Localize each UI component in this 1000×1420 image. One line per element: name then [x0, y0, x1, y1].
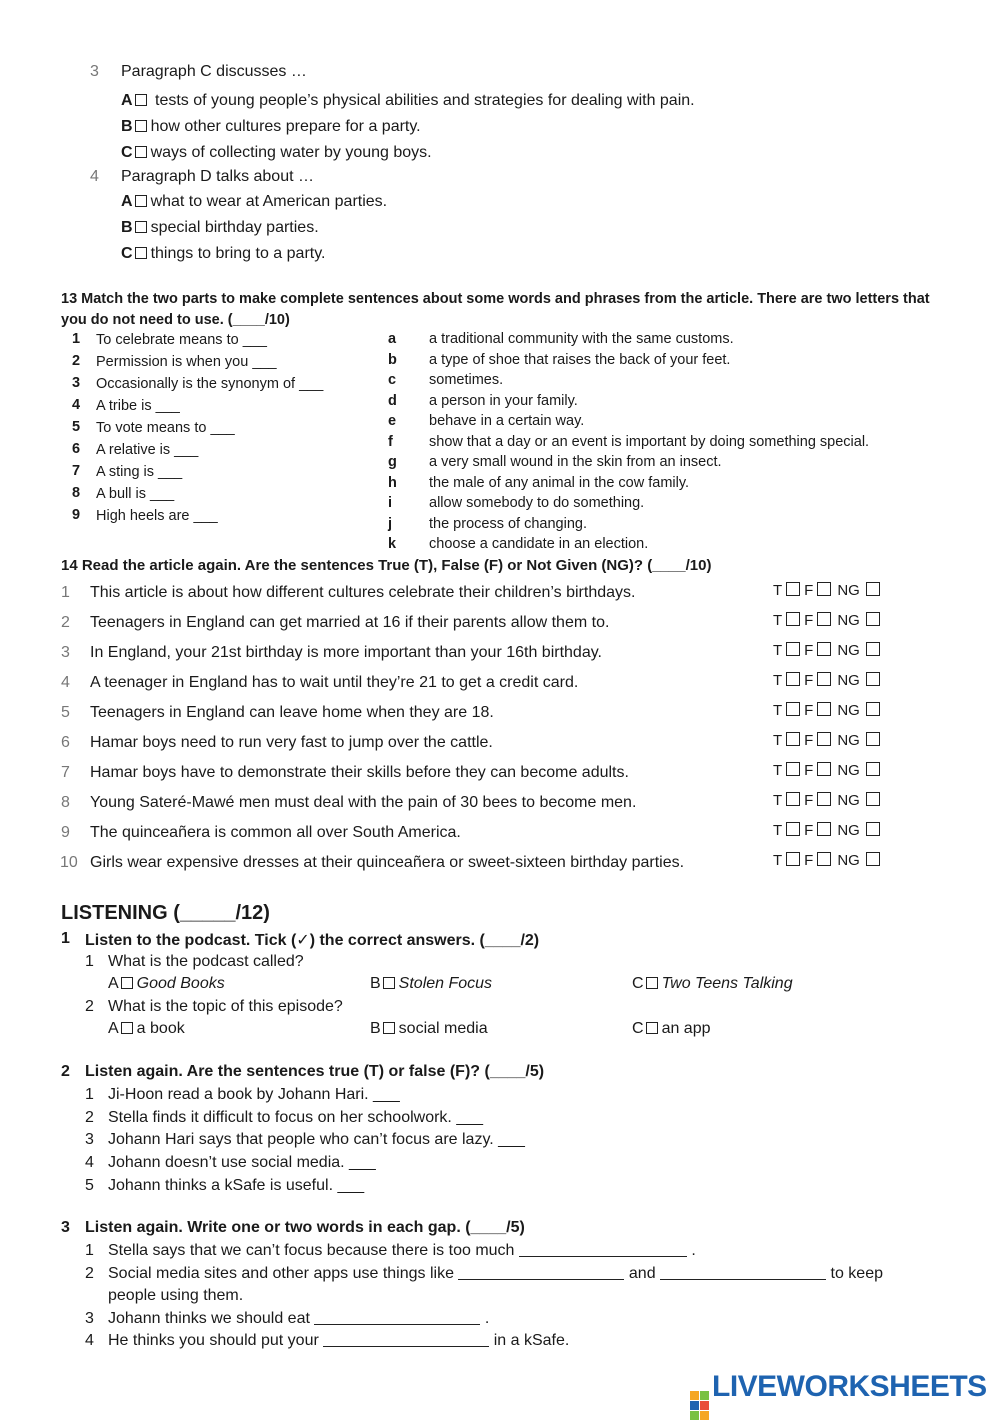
label-f: F	[804, 642, 814, 659]
ex14-statement: In England, your 21st birthday is more important than your 16th birthday.	[90, 644, 602, 661]
checkbox-ng-icon[interactable]	[866, 792, 880, 806]
checkbox-icon[interactable]	[383, 977, 395, 989]
l2-item-number: 1	[85, 1086, 94, 1103]
gap-input[interactable]	[519, 1242, 687, 1257]
ex13-left-item: Permission is when you ___	[96, 354, 277, 370]
label-t: T	[773, 582, 783, 599]
checkbox-t-icon[interactable]	[786, 612, 800, 626]
label-ng: NG	[837, 642, 860, 659]
ex14-number: 7	[61, 764, 70, 781]
l2-item-text: Johann thinks a kSafe is useful. ___	[108, 1176, 365, 1194]
liveworksheets-logo: LIVEWORKSHEETS	[690, 1370, 987, 1420]
l2-item-number: 3	[85, 1131, 94, 1149]
checkbox-f-icon[interactable]	[817, 702, 831, 716]
l3-item-2-continued: people using them.	[108, 1287, 244, 1304]
ex13-right-item: the male of any animal in the cow family.	[429, 474, 690, 491]
checkbox-f-icon[interactable]	[817, 612, 831, 626]
ex13-right-item: a person in your family.	[429, 392, 578, 409]
l1-q2-number: 2	[85, 998, 94, 1015]
ex13-left-number: 7	[72, 463, 81, 479]
l2-item-text: Ji-Hoon read a book by Johann Hari. ___	[108, 1086, 400, 1103]
l1-q2-option-b[interactable]: B social media	[370, 1020, 488, 1037]
q3-option-b[interactable]: B how other cultures prepare for a party.	[121, 118, 421, 135]
label-f: F	[804, 582, 814, 599]
ex14-number: 3	[61, 644, 70, 661]
ex14-statement: The quinceañera is common all over South America.	[90, 824, 461, 841]
ex13-left-item: Occasionally is the synonym of ___	[96, 376, 324, 392]
l2-item-number: 4	[85, 1154, 94, 1172]
ex14-statement: This article is about how different cultures celebrate their children’s birthdays.	[90, 584, 636, 601]
gap-input[interactable]	[660, 1265, 826, 1280]
ex13-left-number: 1	[72, 331, 81, 347]
checkbox-f-icon[interactable]	[817, 762, 831, 776]
label-t: T	[773, 642, 783, 659]
ex14-statement: A teenager in England has to wait until they’re 21 to get a credit card.	[90, 674, 579, 691]
l2-item-number: 5	[85, 1176, 94, 1194]
checkbox-f-icon[interactable]	[817, 642, 831, 656]
tfng-options	[773, 732, 880, 749]
l1-q2-option-a[interactable]: A a book	[108, 1020, 185, 1037]
l3-item-1-number: 1	[85, 1242, 94, 1259]
l-ex2-instruction: Listen again. Are the sentences true (T) or false (F)? (____/5)	[85, 1063, 545, 1080]
label-t: T	[773, 672, 783, 689]
checkbox-ng-icon[interactable]	[866, 852, 880, 866]
l-ex2-number: 2	[61, 1063, 70, 1080]
l2-item-number: 2	[85, 1108, 94, 1126]
checkbox-ng-icon[interactable]	[866, 732, 880, 746]
checkbox-f-icon[interactable]	[817, 732, 831, 746]
l3-item-3-number: 3	[85, 1310, 94, 1327]
ex14-number: 6	[61, 734, 70, 751]
ex13-right-item: allow somebody to do something.	[429, 495, 645, 511]
tfng-options	[773, 642, 880, 659]
ex13-right-letter: i	[388, 495, 393, 511]
ex14-statement: Teenagers in England can get married at 16 if their parents allow them to.	[90, 614, 610, 631]
q4-number: 4	[90, 168, 99, 185]
checkbox-t-icon[interactable]	[786, 792, 800, 806]
checkbox-t-icon[interactable]	[786, 582, 800, 596]
tfng-options	[773, 702, 880, 719]
ex13-right-letter: f	[388, 433, 393, 450]
q4-option-c[interactable]: C things to bring to a party.	[121, 245, 326, 262]
checkbox-icon[interactable]	[121, 977, 133, 989]
ex14-number: 10	[60, 854, 78, 871]
ex13-left-item: A relative is ___	[96, 442, 199, 458]
l-ex3-instruction: Listen again. Write one or two words in each gap. (____/5)	[85, 1219, 525, 1236]
label-f: F	[804, 672, 814, 689]
l2-item-text: Johann doesn’t use social media. ___	[108, 1154, 376, 1172]
label-t: T	[773, 852, 783, 869]
checkbox-f-icon[interactable]	[817, 822, 831, 836]
checkbox-ng-icon[interactable]	[866, 612, 880, 626]
ex13-left-number: 3	[72, 375, 81, 391]
ex13-left-number: 9	[72, 507, 81, 523]
ex14-statement: Teenagers in England can leave home when they are 18.	[90, 704, 494, 721]
l1-q1-option-a[interactable]: A Good Books	[108, 975, 225, 992]
checkbox-f-icon[interactable]	[817, 582, 831, 596]
l3-item-4: He thinks you should put your in a kSafe.	[108, 1332, 570, 1349]
label-ng: NG	[837, 582, 860, 599]
checkbox-icon[interactable]	[135, 120, 147, 132]
label-t: T	[773, 822, 783, 839]
ex13-left-number: 8	[72, 485, 81, 501]
checkbox-icon[interactable]	[135, 195, 147, 207]
label-f: F	[804, 762, 814, 779]
label-t: T	[773, 702, 783, 719]
checkbox-t-icon[interactable]	[786, 732, 800, 746]
ex13-left-number: 5	[72, 419, 81, 435]
gap-input[interactable]	[323, 1332, 489, 1347]
logo-mark-icon	[690, 1391, 709, 1420]
l1-q1-option-b[interactable]: B Stolen Focus	[370, 975, 493, 992]
ex13-left-item: A tribe is ___	[96, 398, 180, 414]
label-ng: NG	[837, 702, 860, 719]
ex13-right-letter: k	[388, 536, 397, 552]
checkbox-ng-icon[interactable]	[866, 582, 880, 596]
ex13-right-item: a traditional community with the same customs.	[429, 331, 734, 347]
l-ex3-number: 3	[61, 1219, 70, 1236]
ex13-right-letter: c	[388, 372, 397, 388]
q4-option-b[interactable]: B special birthday parties.	[121, 219, 319, 236]
label-f: F	[804, 732, 814, 749]
checkbox-t-icon[interactable]	[786, 852, 800, 866]
gap-input[interactable]	[314, 1310, 480, 1325]
ex14-number: 9	[61, 824, 70, 841]
l2-item-text: Stella finds it difficult to focus on her schoolwork. ___	[108, 1108, 484, 1126]
checkbox-t-icon[interactable]	[786, 702, 800, 716]
label-ng: NG	[837, 612, 860, 629]
l1-q1-number: 1	[85, 953, 94, 970]
label-f: F	[804, 702, 814, 719]
checkbox-ng-icon[interactable]	[866, 822, 880, 836]
q4-stem: Paragraph D talks about …	[121, 168, 314, 185]
ex13-left-item: To vote means to ___	[96, 420, 235, 436]
ex13-right-item: choose a candidate in an election.	[429, 536, 649, 552]
q3-option-c[interactable]: C ways of collecting water by young boys.	[121, 144, 432, 161]
l1-q2-option-c[interactable]: C an app	[632, 1020, 711, 1037]
label-ng: NG	[837, 732, 860, 749]
label-f: F	[804, 822, 814, 839]
label-t: T	[773, 732, 783, 749]
ex14-instruction: 14 Read the article again. Are the sentences True (T), False (F) or Not Given (NG)? (____/10)	[61, 557, 712, 574]
label-ng: NG	[837, 792, 860, 809]
ex13-instruction: 13 Match the two parts to make complete sentences about some words and phrases from the article. There are two letters that you do not need to use. (____/10)	[61, 291, 930, 328]
tfng-options	[773, 822, 880, 839]
checkbox-icon[interactable]	[135, 247, 147, 259]
checkbox-f-icon[interactable]	[817, 792, 831, 806]
l1-q1-option-c[interactable]: C Two Teens Talking	[632, 975, 793, 992]
checkbox-icon[interactable]	[135, 146, 147, 158]
label-ng: NG	[837, 672, 860, 689]
gap-input[interactable]	[458, 1265, 624, 1280]
checkbox-t-icon[interactable]	[786, 672, 800, 686]
ex14-statement: Hamar boys need to run very fast to jump over the cattle.	[90, 734, 493, 751]
label-ng: NG	[837, 762, 860, 779]
tfng-options	[773, 792, 880, 809]
label-f: F	[804, 792, 814, 809]
listening-title: LISTENING (_____/12)	[61, 902, 270, 924]
checkbox-t-icon[interactable]	[786, 822, 800, 836]
ex14-number: 8	[61, 794, 70, 811]
checkbox-icon[interactable]	[135, 94, 147, 106]
l3-item-2: Social media sites and other apps use things like and to keep	[108, 1265, 883, 1282]
ex13-left-number: 6	[72, 441, 81, 457]
ex13-right-item: behave in a certain way.	[429, 413, 585, 429]
ex13-right-letter: g	[388, 454, 397, 470]
l1-q2-text: What is the topic of this episode?	[108, 998, 343, 1015]
ex13-right-letter: d	[388, 392, 397, 409]
checkbox-icon[interactable]	[646, 1022, 658, 1034]
ex13-right-letter: a	[388, 331, 397, 347]
ex13-right-letter: e	[388, 413, 397, 429]
ex13-left-item: A sting is ___	[96, 464, 183, 480]
checkbox-icon[interactable]	[646, 977, 658, 989]
ex13-right-letter: b	[388, 351, 397, 368]
ex13-left-item: A bull is ___	[96, 486, 175, 502]
checkbox-f-icon[interactable]	[817, 672, 831, 686]
label-t: T	[773, 612, 783, 629]
ex14-statement: Young Sateré-Mawé men must deal with the pain of 30 bees to become men.	[90, 794, 637, 811]
ex14-statement: Girls wear expensive dresses at their quinceañera or sweet-sixteen birthday parties.	[90, 854, 685, 871]
l-ex1-instruction: Listen to the podcast. Tick (✓) the correct answers. (____/2)	[85, 932, 540, 949]
checkbox-ng-icon[interactable]	[866, 762, 880, 776]
l3-item-2-number: 2	[85, 1265, 94, 1282]
ex14-number: 1	[61, 584, 70, 601]
l3-item-1: Stella says that we can’t focus because there is too much .	[108, 1242, 696, 1259]
ex13-right-letter: h	[388, 474, 397, 491]
ex13-right-item: a type of shoe that raises the back of your feet.	[429, 351, 731, 368]
tfng-options	[773, 762, 880, 779]
q4-option-a[interactable]: A what to wear at American parties.	[121, 193, 388, 210]
checkbox-t-icon[interactable]	[786, 762, 800, 776]
ex13-right-item: the process of changing.	[429, 515, 587, 532]
label-f: F	[804, 852, 814, 869]
ex13-left-number: 4	[72, 397, 81, 413]
label-t: T	[773, 762, 783, 779]
tfng-options	[773, 612, 880, 629]
l3-item-3: Johann thinks we should eat .	[108, 1310, 490, 1327]
ex13-right-letter: j	[388, 515, 393, 532]
checkbox-ng-icon[interactable]	[866, 642, 880, 656]
label-f: F	[804, 612, 814, 629]
l2-item-text: Johann Hari says that people who can’t focus are lazy. ___	[108, 1131, 525, 1149]
ex13-right-item: sometimes.	[429, 372, 504, 388]
ex13-right-item: a very small wound in the skin from an insect.	[429, 454, 722, 470]
l1-q1-text: What is the podcast called?	[108, 953, 304, 970]
q3-number: 3	[90, 63, 99, 80]
checkbox-icon[interactable]	[121, 1022, 133, 1034]
tfng-options	[773, 582, 880, 599]
tfng-options	[773, 672, 880, 689]
ex13-right-item: show that a day or an event is important by doing something special.	[429, 433, 870, 450]
label-ng: NG	[837, 822, 860, 839]
label-ng: NG	[837, 852, 860, 869]
checkbox-ng-icon[interactable]	[866, 702, 880, 716]
checkbox-t-icon[interactable]	[786, 642, 800, 656]
l3-item-4-number: 4	[85, 1332, 94, 1349]
checkbox-f-icon[interactable]	[817, 852, 831, 866]
ex14-number: 4	[61, 674, 70, 691]
l-ex1-number: 1	[61, 930, 70, 947]
tfng-options	[773, 852, 880, 869]
ex13-left-item: To celebrate means to ___	[96, 332, 267, 348]
ex13-left-number: 2	[72, 353, 81, 369]
label-t: T	[773, 792, 783, 809]
q3-stem: Paragraph C discusses …	[121, 63, 307, 80]
ex13-left-item: High heels are ___	[96, 508, 218, 524]
checkbox-ng-icon[interactable]	[866, 672, 880, 686]
ex14-statement: Hamar boys have to demonstrate their skills before they can become adults.	[90, 764, 629, 781]
ex14-number: 5	[61, 704, 70, 721]
checkbox-icon[interactable]	[383, 1022, 395, 1034]
ex14-number: 2	[61, 614, 70, 631]
q3-option-a[interactable]: A tests of young people’s physical abilities and strategies for dealing with pain.	[121, 92, 695, 109]
checkbox-icon[interactable]	[135, 221, 147, 233]
